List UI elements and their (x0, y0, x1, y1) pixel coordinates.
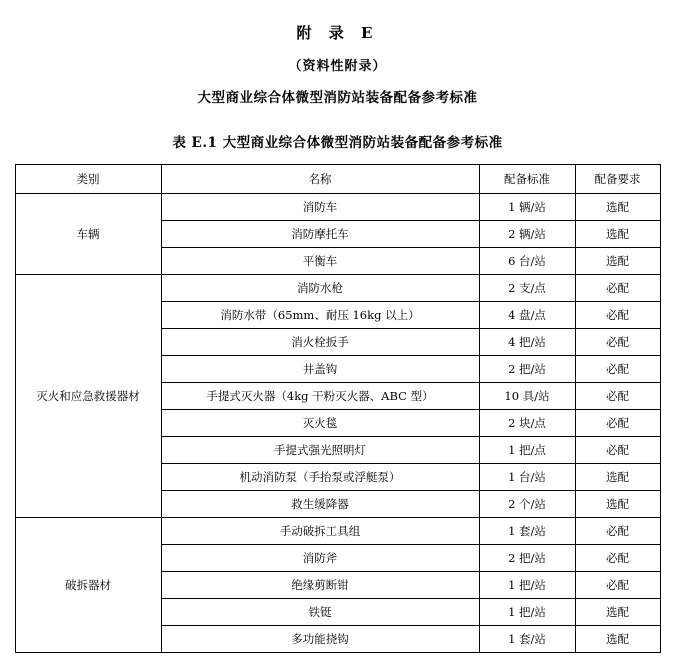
column-header-name: 名称 (161, 165, 479, 194)
cell-standard: 10 具/站 (479, 383, 575, 410)
cell-requirement: 选配 (575, 464, 660, 491)
cell-standard: 1 辆/站 (479, 194, 575, 221)
column-header-standard: 配备标准 (479, 165, 575, 194)
cell-name: 手提式强光照明灯 (161, 437, 479, 464)
cell-standard: 1 台/站 (479, 464, 575, 491)
cell-standard: 6 台/站 (479, 248, 575, 275)
table-row (15, 275, 660, 302)
cell-requirement: 必配 (575, 275, 660, 302)
cell-requirement: 选配 (575, 599, 660, 626)
cell-standard: 1 把/站 (479, 599, 575, 626)
cell-requirement: 必配 (575, 383, 660, 410)
cell-name: 平衡车 (161, 248, 479, 275)
cell-requirement: 必配 (575, 518, 660, 545)
table-body (15, 194, 660, 653)
cell-standard: 1 把/站 (479, 572, 575, 599)
cell-standard: 2 把/站 (479, 356, 575, 383)
cell-name: 手动破拆工具组 (161, 518, 479, 545)
cell-standard: 1 把/点 (479, 437, 575, 464)
cell-name: 消防斧 (161, 545, 479, 572)
cell-requirement: 必配 (575, 545, 660, 572)
cell-category: 灭火和应急救援器材 (15, 275, 161, 518)
appendix-label: 附 录 E (296, 24, 379, 42)
appendix-title: 大型商业综合体微型消防站装备配备参考标准 (197, 90, 478, 106)
cell-standard: 2 支/点 (479, 275, 575, 302)
table-caption: 表 E.1 大型商业综合体微型消防站装备配备参考标准 (172, 135, 503, 151)
cell-standard: 1 套/站 (479, 518, 575, 545)
appendix-subtitle: （资料性附录） (288, 59, 387, 74)
cell-name: 消火栓扳手 (161, 329, 479, 356)
cell-requirement: 选配 (575, 491, 660, 518)
cell-name: 消防水枪 (161, 275, 479, 302)
column-header-category: 类别 (15, 165, 161, 194)
cell-requirement: 必配 (575, 410, 660, 437)
cell-name: 消防水带（65mm、耐压 16kg 以上） (161, 302, 479, 329)
cell-name: 机动消防泵（手抬泵或浮艇泵） (161, 464, 479, 491)
table-header-row (15, 165, 660, 194)
cell-name: 绝缘剪断钳 (161, 572, 479, 599)
cell-standard: 2 块/点 (479, 410, 575, 437)
cell-requirement: 必配 (575, 302, 660, 329)
cell-requirement: 必配 (575, 356, 660, 383)
cell-requirement: 选配 (575, 221, 660, 248)
cell-name: 手提式灭火器（4kg 干粉灭火器、ABC 型） (161, 383, 479, 410)
cell-name: 消防车 (161, 194, 479, 221)
table-row (15, 518, 660, 545)
table-header (15, 165, 660, 194)
cell-category: 车辆 (15, 194, 161, 275)
document-page (0, 22, 675, 666)
cell-requirement: 必配 (575, 572, 660, 599)
cell-standard: 4 把/站 (479, 329, 575, 356)
table-row (15, 194, 660, 221)
cell-standard: 1 套/站 (479, 626, 575, 653)
cell-category: 破拆器材 (15, 518, 161, 653)
cell-name: 救生缓降器 (161, 491, 479, 518)
cell-name: 消防摩托车 (161, 221, 479, 248)
cell-requirement: 选配 (575, 626, 660, 653)
cell-requirement: 选配 (575, 194, 660, 221)
cell-name: 铁铤 (161, 599, 479, 626)
cell-requirement: 必配 (575, 437, 660, 464)
column-header-requirement: 配备要求 (575, 165, 660, 194)
cell-name: 多功能挠钩 (161, 626, 479, 653)
cell-standard: 4 盘/点 (479, 302, 575, 329)
cell-standard: 2 把/站 (479, 545, 575, 572)
cell-standard: 2 辆/站 (479, 221, 575, 248)
cell-name: 井盖钩 (161, 356, 479, 383)
cell-requirement: 选配 (575, 248, 660, 275)
cell-standard: 2 个/站 (479, 491, 575, 518)
equipment-table (15, 164, 661, 653)
cell-requirement: 必配 (575, 329, 660, 356)
cell-name: 灭火毯 (161, 410, 479, 437)
